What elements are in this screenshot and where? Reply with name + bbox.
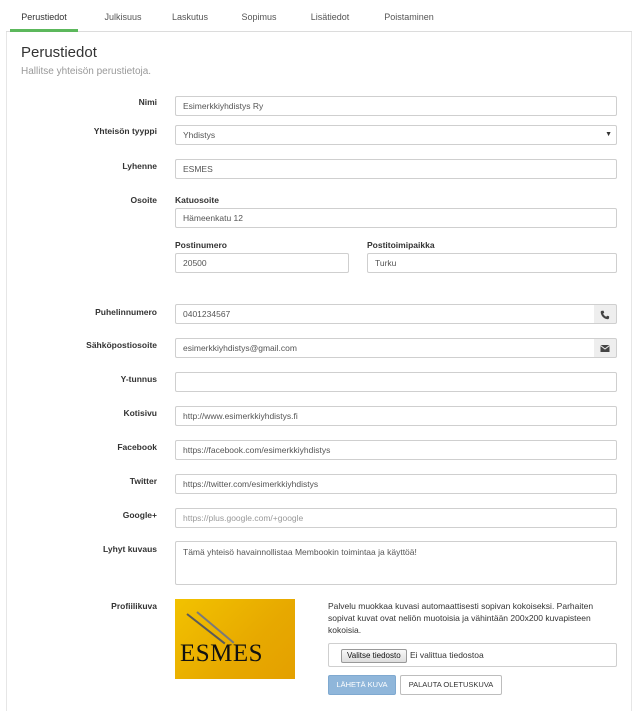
facebook-input[interactable]: [175, 440, 617, 460]
page-subtitle: Hallitse yhteisön perustietoja.: [21, 66, 152, 77]
label-postitoimipaikka: Postitoimipaikka: [367, 240, 435, 250]
file-status: Ei valittua tiedostoa: [410, 650, 484, 660]
phone-addon: [594, 304, 617, 324]
label-googleplus: Google+: [122, 510, 157, 520]
page-title: Perustiedot: [21, 44, 97, 61]
file-chooser: [328, 643, 617, 667]
twitter-input[interactable]: [175, 474, 617, 494]
phone-icon: [600, 310, 610, 320]
label-lyhyt-kuvaus: Lyhyt kuvaus: [102, 544, 157, 554]
label-ytunnus: Y-tunnus: [120, 374, 157, 384]
googleplus-input[interactable]: [175, 508, 617, 528]
yhteison-tyyppi-select[interactable]: [175, 125, 617, 145]
reset-image-button[interactable]: PALAUTA OLETUSKUVA: [400, 675, 502, 695]
postinumero-input[interactable]: [175, 253, 349, 273]
label-profiilikuva: Profiilikuva: [111, 601, 157, 611]
caret-down-icon: ▼: [605, 131, 612, 138]
email-addon: [594, 338, 617, 358]
sahkoposti-input[interactable]: [175, 338, 595, 358]
tab-bar: [6, 0, 632, 32]
tab-julkisuus[interactable]: Julkisuus: [104, 12, 142, 22]
profile-image-text: ESMES: [180, 640, 264, 667]
ytunnus-input[interactable]: [175, 372, 617, 392]
postitoimipaikka-input[interactable]: [367, 253, 617, 273]
tab-sopimus[interactable]: Sopimus: [241, 12, 277, 22]
label-nimi: Nimi: [138, 97, 157, 107]
label-facebook: Facebook: [117, 442, 157, 452]
label-osoite: Osoite: [130, 195, 157, 205]
label-sahkopostiosoite: Sähköpostiosoite: [86, 340, 157, 350]
tab-poistaminen[interactable]: Poistaminen: [384, 12, 434, 22]
label-lyhenne: Lyhenne: [122, 161, 157, 171]
lyhenne-input[interactable]: [175, 159, 617, 179]
label-postinumero: Postinumero: [175, 240, 227, 250]
yhteison-tyyppi-value: Yhdistys: [183, 130, 216, 140]
tab-perustiedot[interactable]: Perustiedot: [10, 0, 78, 32]
label-katuosoite: Katuosoite: [175, 195, 219, 205]
label-kotisivu: Kotisivu: [123, 408, 157, 418]
tab-laskutus[interactable]: Laskutus: [171, 12, 209, 22]
katuosoite-input[interactable]: [175, 208, 617, 228]
profile-image-help: Palvelu muokkaa kuvasi automaattisesti sopivan kokoiseksi. Parhaiten sopivat kuvat ovat neliön muotoisia ja vähintään 200x200 kuvapisteen kokoisia.: [328, 601, 594, 635]
lyhyt-kuvaus-textarea[interactable]: [175, 541, 617, 585]
choose-file-button[interactable]: Valitse tiedosto: [341, 649, 407, 663]
puhelinnumero-input[interactable]: [175, 304, 595, 324]
envelope-icon: [600, 344, 610, 353]
tab-lisatiedot[interactable]: Lisätiedot: [310, 12, 350, 22]
label-twitter: Twitter: [129, 476, 157, 486]
label-yhteison-tyyppi: Yhteisön tyyppi: [93, 126, 157, 136]
kotisivu-input[interactable]: [175, 406, 617, 426]
label-puhelinnumero: Puhelinnumero: [95, 307, 157, 317]
nimi-input[interactable]: [175, 96, 617, 116]
upload-image-button[interactable]: LÄHETÄ KUVA: [328, 675, 396, 695]
